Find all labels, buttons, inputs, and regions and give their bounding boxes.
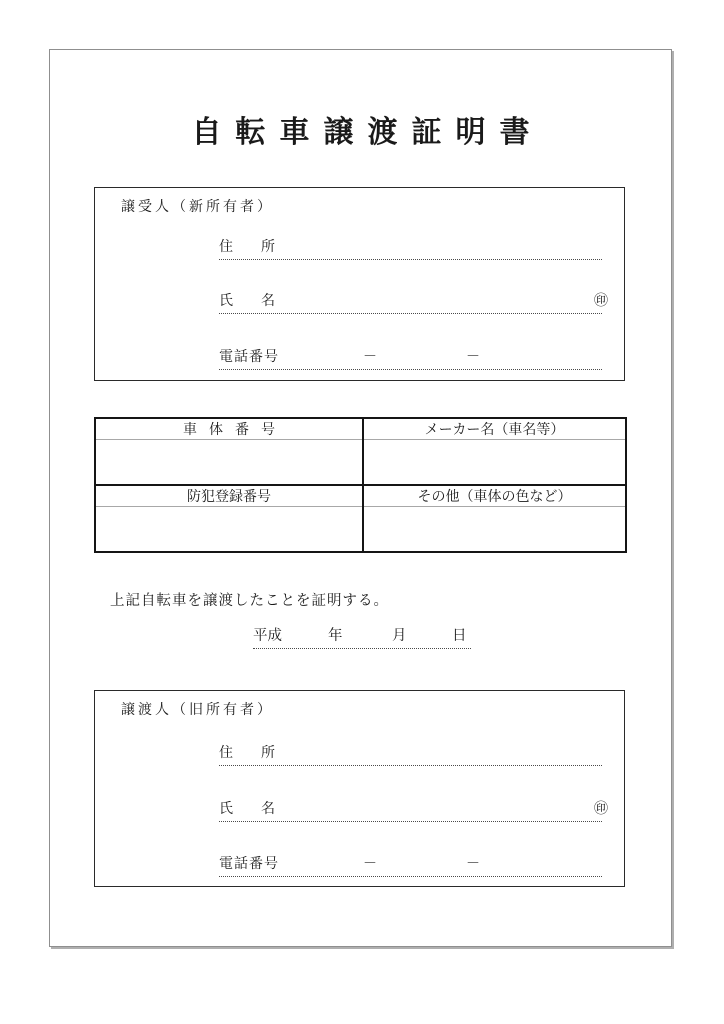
security-registration-header: 防犯登録番号 xyxy=(95,485,363,507)
transferor-seal-icon: ㊞ xyxy=(594,802,608,817)
phone-dash-separator: － xyxy=(466,857,480,872)
era-label: 平成 xyxy=(253,628,282,644)
bicycle-info-table xyxy=(94,417,627,553)
transferee-address-label: 住 所 xyxy=(219,240,282,255)
table-header-row xyxy=(95,485,626,507)
month-label: 月 xyxy=(392,628,407,644)
security-registration-cell xyxy=(95,507,363,553)
transferor-name-field xyxy=(219,787,608,822)
transferee-heading: 譲受人（新所有者） xyxy=(121,200,274,215)
phone-dash-separator: － xyxy=(363,857,377,872)
transferor-section-box xyxy=(94,690,625,887)
table-value-row xyxy=(95,507,626,553)
transferee-name-field xyxy=(219,279,608,314)
day-label: 日 xyxy=(452,628,467,644)
transferee-name-label: 氏 名 xyxy=(219,294,282,309)
phone-dash-separator: － xyxy=(363,350,377,365)
transferor-name-label: 氏 名 xyxy=(219,802,282,817)
transferor-phone-label: 電話番号 xyxy=(219,857,279,872)
table-value-row xyxy=(95,440,626,486)
transferor-phone-field xyxy=(219,842,602,877)
transferor-address-field xyxy=(219,731,602,766)
certification-statement: 上記自転車を譲渡したことを証明する。 xyxy=(110,593,389,609)
chassis-number-header: 車体番号 xyxy=(95,418,363,440)
maker-name-header: メーカー名（車名等） xyxy=(363,418,626,440)
table-header-row xyxy=(95,418,626,440)
transferee-section-box xyxy=(94,187,625,381)
phone-dash-separator: － xyxy=(466,350,480,365)
form-title: 自転車譲渡証明書 xyxy=(191,116,544,149)
transferee-phone-label: 電話番号 xyxy=(219,350,279,365)
transferor-heading: 譲渡人（旧所有者） xyxy=(121,703,274,718)
other-info-cell xyxy=(363,507,626,553)
transferee-address-field xyxy=(219,225,602,260)
transferor-address-label: 住 所 xyxy=(219,746,282,761)
certification-date-line xyxy=(253,622,471,649)
maker-name-cell xyxy=(363,440,626,486)
year-label: 年 xyxy=(328,628,343,644)
other-info-header: その他（車体の色など） xyxy=(363,485,626,507)
transferee-phone-field xyxy=(219,335,602,370)
transferee-seal-icon: ㊞ xyxy=(594,294,608,309)
chassis-number-cell xyxy=(95,440,363,486)
